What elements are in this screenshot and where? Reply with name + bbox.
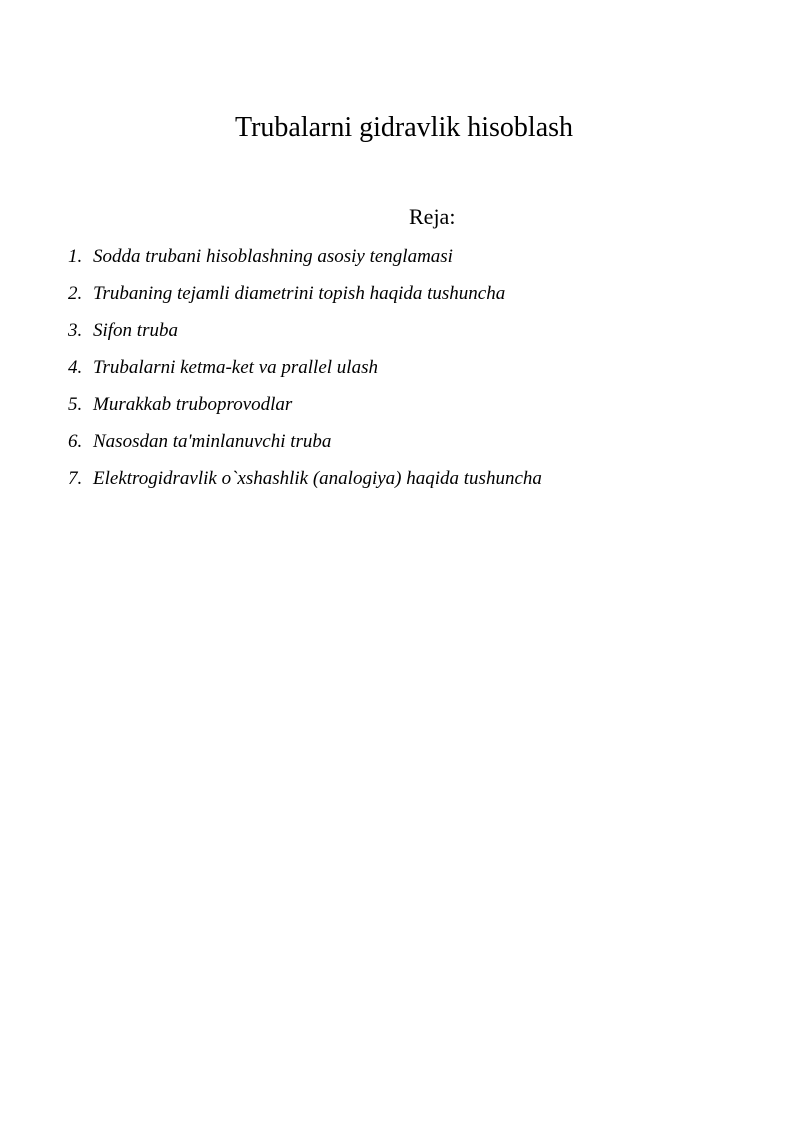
plan-item-text: Sifon truba (93, 320, 178, 341)
plan-item-number: 4. (68, 357, 83, 378)
plan-heading: Reja: (409, 204, 456, 229)
plan-item-number: 3. (68, 320, 83, 341)
plan-item-text: Nasosdan ta'minlanuvchi truba (93, 431, 332, 452)
plan-item-number: 7. (68, 468, 83, 489)
plan-item-text: Trubaning tejamli diametrini topish haqida tushuncha (93, 283, 506, 304)
plan-item-6 (68, 425, 542, 462)
plan-list (68, 240, 542, 499)
plan-item-3 (68, 314, 542, 351)
plan-item-number: 2. (68, 283, 83, 304)
plan-item-text: Trubalarni ketma-ket va prallel ulash (93, 357, 378, 378)
plan-item-number: 5. (68, 394, 83, 415)
plan-item-5 (68, 388, 542, 425)
plan-item-number: 6. (68, 431, 83, 452)
page-title: Trubalarni gidravlik hisoblash (234, 112, 574, 143)
plan-item-7 (68, 462, 542, 499)
plan-item-4 (68, 351, 542, 388)
plan-item-number: 1. (68, 246, 83, 267)
plan-item-2 (68, 277, 542, 314)
plan-item-1 (68, 240, 542, 277)
plan-item-text: Murakkab truboprovodlar (93, 394, 293, 415)
plan-item-text: Sodda trubani hisoblashning asosiy tenglamasi (93, 246, 453, 267)
plan-item-text: Elektrogidravlik o`xshashlik (analogiya) haqida tushuncha (93, 468, 542, 489)
